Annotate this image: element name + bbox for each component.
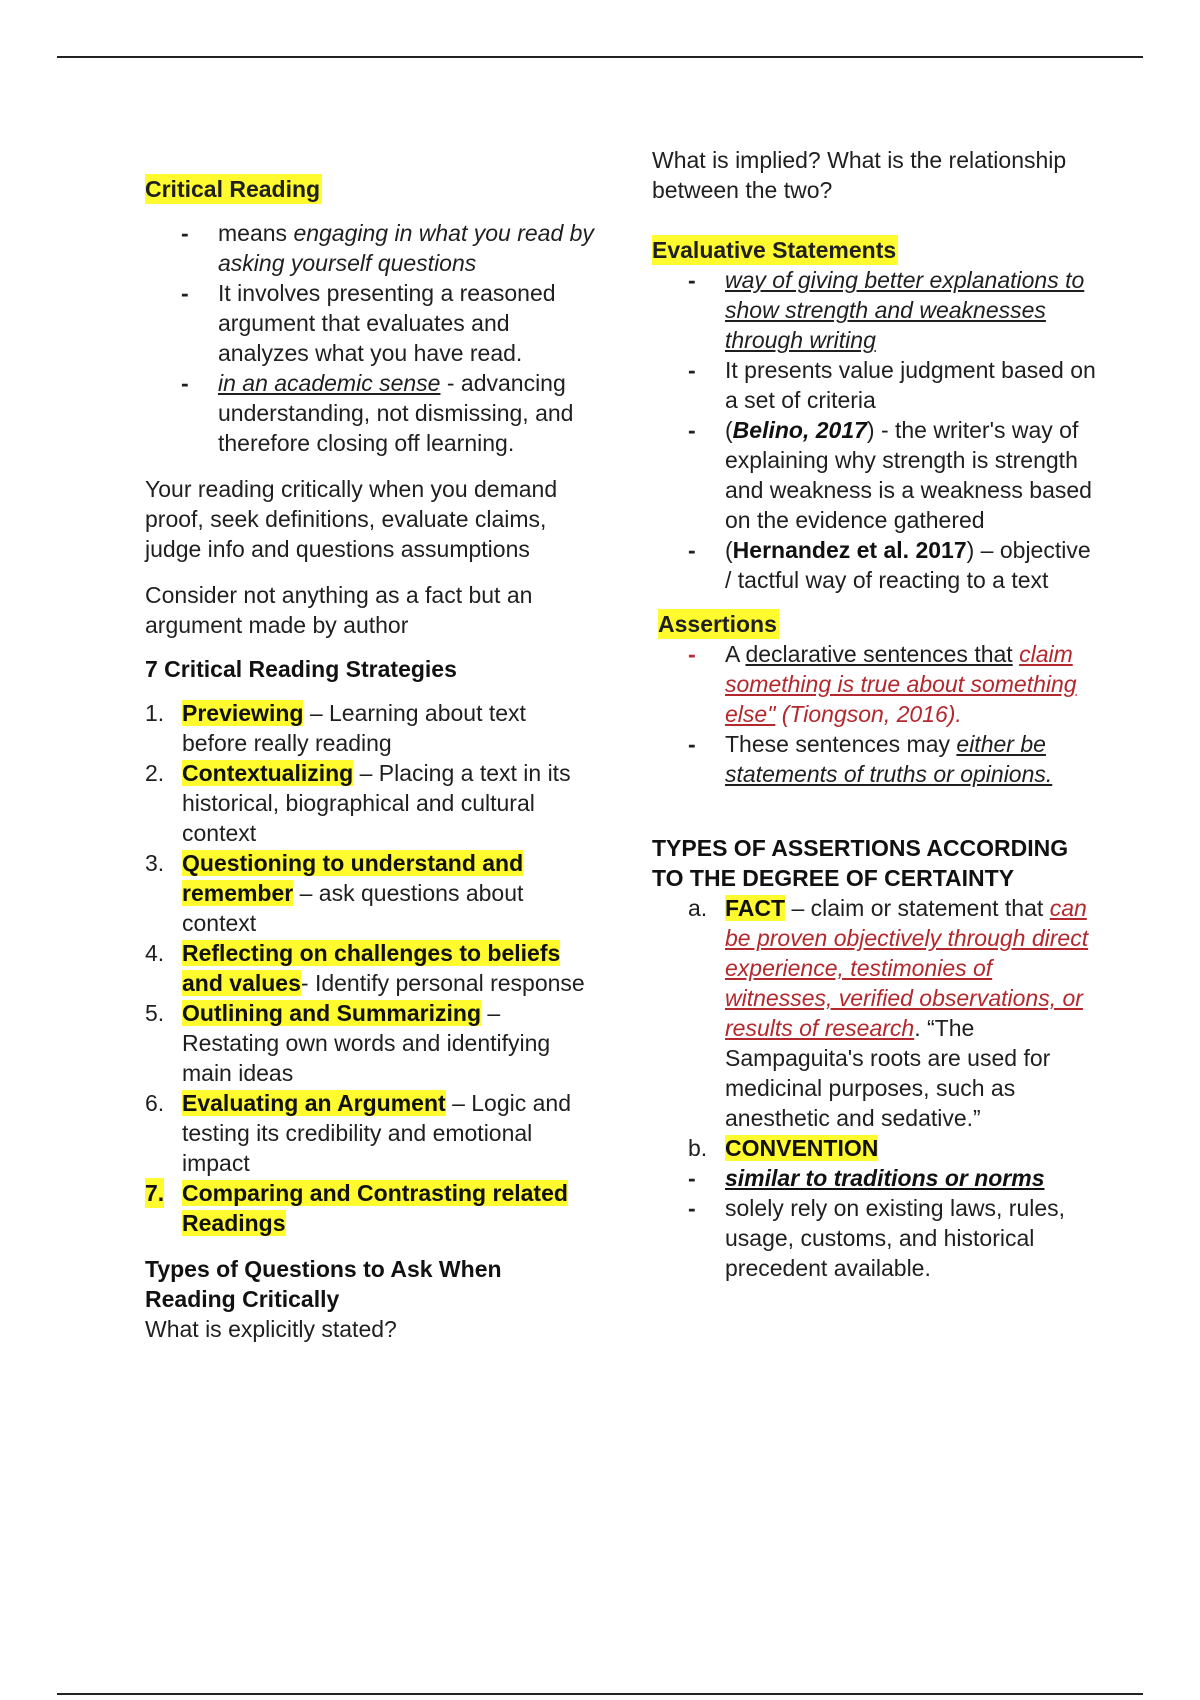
top-rule (57, 56, 1143, 58)
list-item: a. FACT – claim or statement that can be proven objectively through direct experience, testimonies of witnesses, verified observations, or results of research. “The Sampaguita's roots are used for medicinal purposes, such as anesthetic and sedative.” (688, 895, 1089, 1131)
list-item: - A declarative sentences that claim something is true about something else" (Tiongson, 2016). (652, 639, 1098, 729)
paragraph: What is explicitly stated? (145, 1316, 397, 1342)
list-item: - (Belino, 2017) - the writer's way of explaining why strength is strength and weakness is a weakness based on the evidence gathered (652, 415, 1098, 535)
list-item: - These sentences may either be statements of truths or opinions. (652, 729, 1098, 789)
list-item: 4. Reflecting on challenges to beliefs and values- Identify personal response (145, 940, 585, 996)
list-item: - solely rely on existing laws, rules, usage, customs, and historical precedent available. (652, 1193, 1098, 1283)
list-item: - (Hernandez et al. 2017) – objective / tactful way of reacting to a text (652, 535, 1098, 595)
questions-heading: Types of Questions to Ask When Reading Critically (145, 1256, 502, 1312)
bottom-rule (57, 1693, 1143, 1695)
assertions-heading: Assertions (658, 611, 777, 637)
types-heading: TYPES OF ASSERTIONS ACCORDING TO THE DEGREE OF CERTAINTY (652, 835, 1069, 891)
list-item: 5. Outlining and Summarizing – Restating own words and identifying main ideas (145, 1000, 551, 1086)
list-item: 7. Comparing and Contrasting related Readings (145, 1180, 568, 1236)
paragraph: Your reading critically when you demand proof, seek definitions, evaluate claims, judge info and questions assumptions (145, 476, 558, 562)
list-item: - in an academic sense - advancing understanding, not dismissing, and therefore closing off learning. (145, 368, 595, 458)
list-item: - way of giving better explanations to show strength and weaknesses through writing (652, 265, 1098, 355)
types-list (652, 893, 1098, 1163)
paragraph: Consider not anything as a fact but an argument made by author (145, 582, 533, 638)
convention-list (652, 1163, 1098, 1283)
list-item: b. CONVENTION (688, 1135, 879, 1161)
list-item: 6. Evaluating an Argument – Logic and testing its credibility and emotional impact (145, 1090, 572, 1176)
left-column (145, 174, 595, 1344)
list-item: - similar to traditions or norms (652, 1163, 1098, 1193)
list-item: 3. Questioning to understand and remember – ask questions about context (145, 850, 524, 936)
list-item: 1. Previewing – Learning about text before really reading (145, 700, 526, 756)
assertions-list (652, 639, 1098, 789)
list-item: - means engaging in what you read by asking yourself questions (145, 218, 595, 278)
evaluative-heading: Evaluative Statements (652, 237, 897, 263)
list-item: - It involves presenting a reasoned argument that evaluates and analyzes what you have read. (145, 278, 595, 368)
list-item: - It presents value judgment based on a set of criteria (652, 355, 1098, 415)
right-column (652, 145, 1098, 1283)
critical-reading-heading: Critical Reading (145, 176, 321, 202)
list-item: 2. Contextualizing – Placing a text in its historical, biographical and cultural context (145, 760, 571, 846)
critical-reading-list (145, 218, 595, 458)
evaluative-list (652, 265, 1098, 595)
paragraph: What is implied? What is the relationship between the two? (652, 147, 1067, 203)
strategies-heading: 7 Critical Reading Strategies (145, 656, 457, 682)
strategies-list (145, 698, 595, 1238)
